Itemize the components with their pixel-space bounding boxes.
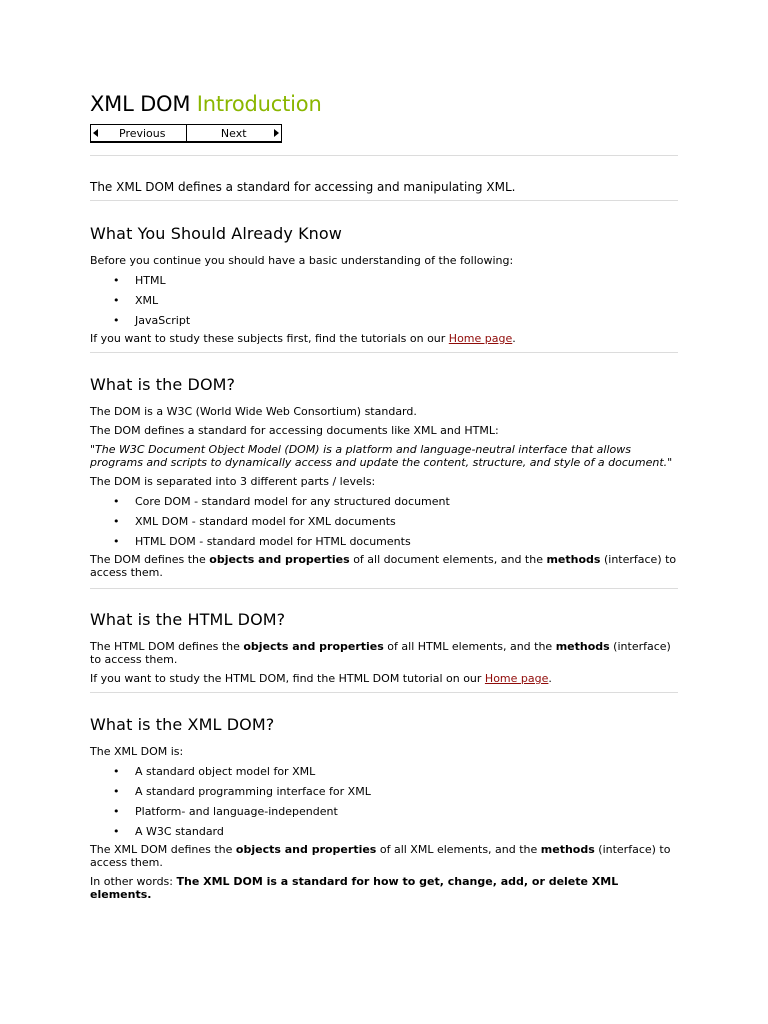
text: If you want to study these subjects first, find the tutorials on our (90, 332, 449, 345)
paragraph: The DOM defines a standard for accessing documents like XML and HTML: (90, 424, 499, 437)
section-heading: What is the HTML DOM? (90, 610, 286, 629)
bold-text: objects and properties (235, 843, 377, 856)
text: The DOM defines the (90, 553, 210, 566)
next-label: Next (220, 127, 247, 140)
bold-text: objects and properties (243, 640, 384, 653)
text: (interface) to access them. (90, 843, 671, 869)
text: of all HTML elements, and the (383, 640, 556, 653)
section-prerequisites (90, 223, 678, 345)
list-item: • A standard programming interface for XML (90, 782, 678, 802)
previous-button[interactable] (91, 125, 187, 141)
divider (90, 588, 678, 589)
previous-label: Previous (119, 127, 166, 140)
section-heading: What is the XML DOM? (90, 715, 275, 734)
bold-text: methods (546, 553, 601, 566)
list-item: • Core DOM - standard model for any structured document (90, 492, 678, 512)
text: (interface) to access them. (90, 553, 677, 579)
list-item: • JavaScript (90, 311, 678, 331)
text: The XML DOM defines the (90, 843, 236, 856)
prerequisite-list (90, 271, 678, 331)
bold-text: objects and properties (209, 553, 350, 566)
text: of all XML elements, and the (376, 843, 541, 856)
section-heading: What You Should Already Know (90, 224, 342, 243)
paragraph (90, 875, 678, 901)
paragraph (90, 640, 678, 666)
text: The HTML DOM defines the (90, 640, 244, 653)
home-page-link[interactable]: Home page (484, 672, 549, 685)
xml-dom-list (90, 762, 678, 842)
text: If you want to study the HTML DOM, find the HTML DOM tutorial on our (90, 672, 485, 685)
pager (90, 124, 282, 143)
section-xml-dom (90, 714, 678, 901)
paragraph (90, 553, 678, 579)
section-what-is-dom (90, 374, 678, 579)
page-title-main: XML DOM (90, 92, 191, 116)
text: In other words: (90, 875, 177, 888)
list-item: • Platform- and language-independent (90, 802, 678, 822)
paragraph (90, 843, 678, 869)
text: (interface) to access them. (90, 640, 671, 666)
list-item: • A W3C standard (90, 822, 678, 842)
page-title-accent: Introduction (196, 92, 322, 116)
bold-text: methods (540, 843, 595, 856)
divider (90, 352, 678, 353)
list-item: • HTML (90, 271, 678, 291)
quote (90, 443, 678, 469)
paragraph: Before you continue you should have a basic understanding of the following: (90, 254, 514, 267)
text: . (548, 672, 552, 685)
next-button[interactable] (187, 125, 282, 141)
quote-text: "The W3C Document Object Model (DOM) is a platform and language-neutral interface that allows programs and scripts to dynamically access and update the content, structure, and style of a document." (90, 443, 673, 469)
paragraph (90, 332, 678, 345)
text: . (512, 332, 516, 345)
paragraph: The DOM is a W3C (World Wide Web Consortium) standard. (90, 405, 417, 418)
list-item: • A standard object model for XML (90, 762, 678, 782)
intro-text: The XML DOM defines a standard for accessing and manipulating XML. (90, 180, 516, 194)
bold-text: The XML DOM is a standard for how to get, change, add, or delete XML elements. (90, 875, 619, 901)
bold-text: methods (555, 640, 610, 653)
intro (90, 179, 678, 195)
home-page-link[interactable]: Home page (448, 332, 513, 345)
content (90, 88, 678, 901)
divider (90, 155, 678, 156)
paragraph (90, 672, 678, 685)
arrow-right-icon (274, 129, 279, 137)
list-item: • HTML DOM - standard model for HTML documents (90, 532, 678, 552)
text: of all document elements, and the (349, 553, 547, 566)
dom-parts-list (90, 492, 678, 552)
paragraph: The DOM is separated into 3 different parts / levels: (90, 475, 376, 488)
divider (90, 692, 678, 693)
section-heading: What is the DOM? (90, 375, 236, 394)
section-html-dom (90, 609, 678, 685)
list-item: • XML (90, 291, 678, 311)
page-title (90, 88, 678, 120)
paragraph: The XML DOM is: (90, 745, 184, 758)
divider (90, 200, 678, 201)
list-item: • XML DOM - standard model for XML documents (90, 512, 678, 532)
arrow-left-icon (93, 129, 98, 137)
